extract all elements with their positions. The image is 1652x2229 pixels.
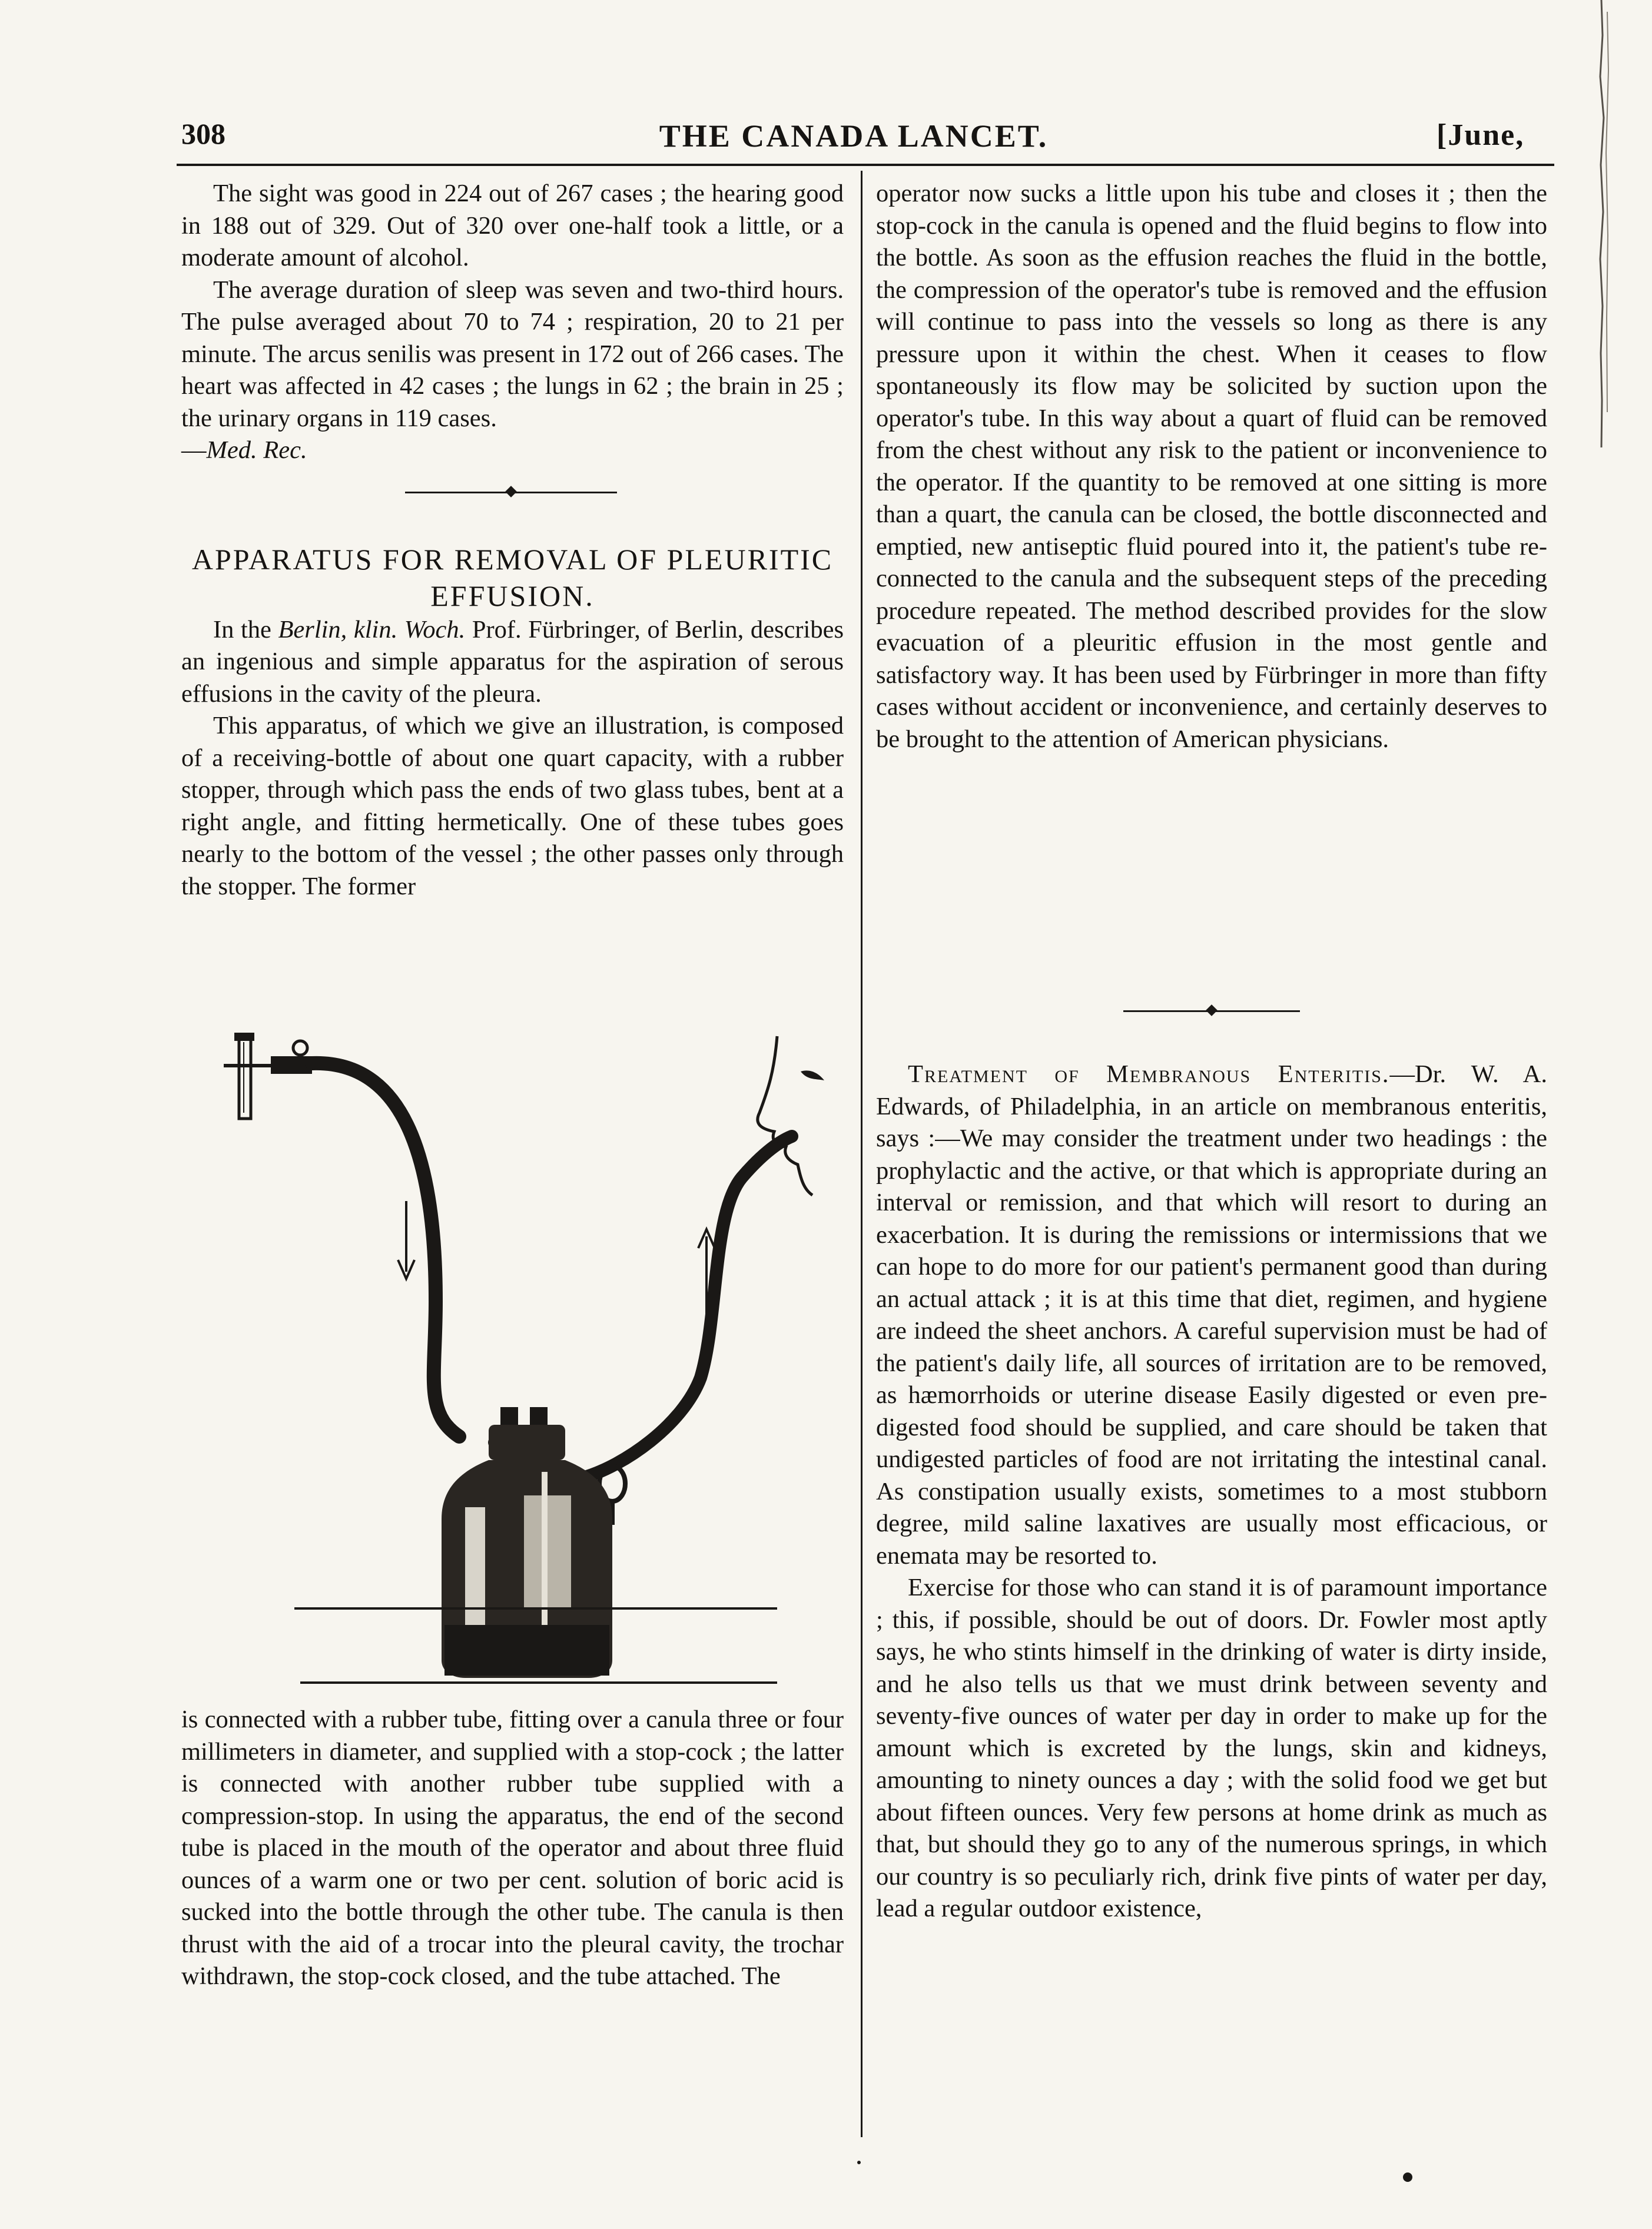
right-column-top (876, 178, 1547, 755)
p1-start: In the (213, 615, 278, 644)
header-rule (177, 164, 1554, 166)
apparatus-illustration (212, 1024, 848, 1690)
ink-speck (857, 2161, 861, 2164)
section-ornament (405, 476, 617, 508)
paragraph-sight: The sight was good in 224 out of 267 cases ; the hearing good in 188 out of 329. Out of 320 over one-half took a little, or a moderate amount of alcohol. (181, 180, 844, 271)
article-heading: APPARATUS FOR REMOVAL OF PLEURITIC EFFUSION. (191, 542, 834, 612)
article-paragraph-1 (181, 614, 844, 711)
issue-month: [June, (1437, 118, 1525, 152)
apparatus-drawing (212, 1024, 848, 1690)
left-column-bottom (181, 1704, 844, 1993)
canula-stopcock (224, 1033, 312, 1119)
flow-arrow-down (398, 1201, 414, 1279)
sleep-text: The average duration of sleep was seven and two-third hours. The pulse averaged about 70 to 74 ; respiration, 20 to 21 per minute. The arcus senilis was present in 172 out of 266 cases. The heart was affected in 42 cases ; the lungs in 62 ; the brain in 25 ; the urinary organs in 119 cases. (181, 276, 844, 432)
operator-face (758, 1036, 812, 1195)
paragraph-sleep (181, 274, 844, 467)
receiving-bottle (442, 1407, 612, 1678)
enteritis-title: Treatment of Membranous Enteritis. (908, 1060, 1390, 1088)
source-med-rec: Med. Rec. (206, 436, 307, 464)
operator-eye (801, 1070, 824, 1080)
rubber-tube-patient (312, 1063, 459, 1437)
enteritis-paragraph-1 (876, 1059, 1547, 1572)
article-paragraph-2-continued: is connected with a rubber tube, fitting over a canula three or four millimeters in diameter, and supplied with a stop-cock ; the latter is connected with another rubber tube supplied with a compression-stop. In using the apparatus, the end of the second tube is placed in the mouth of the operator and about three fluid ounces of a warm one or two per cent. solution of boric acid is sucked into the bottle through the other tube. The canula is then thrust with the aid of a trocar into the pleural cavity, the trochar withdrawn, the stop-cock closed, and the tube attached. The (181, 1706, 844, 1990)
left-column-top (181, 178, 844, 903)
article-paragraph-3: operator now sucks a little upon his tube and closes it ; then the stop-cock in the canula is opened and the fluid begins to flow into the bottle. As soon as the effusion reaches the fluid in the bottle, the compression of the operator's tube is removed and the effusion will continue to pass into the vessels so long as there is any pressure upon it within the chest. When it ceases to flow spontaneously its flow may be solicited by suction upon the operator's tube. In this way about a quart of fluid can be removed from the chest without any risk to the patient or inconvenience to the operator. If the quantity to be removed at one sitting is more than a quart, the canula can be closed, the bottle disconnected and emptied, new antiseptic fluid poured into it, the patient's tube re-connected to the canula and the subsequent steps of the preceding procedure repeated. The method described provides for the slow evacuation of a pleuritic effusion in the most gentle and satisfactory way. It has been used by Fürbringer in more than fifty cases without accident or inconvenience, and certainly deserves to be brought to the attention of American physicians. (876, 180, 1547, 753)
column-divider (861, 171, 863, 2137)
p1-source: Berlin, klin. Woch. (278, 615, 466, 644)
p1-rest: Prof. Fürbringer, of Berlin, describes an ingenious and simple apparatus for the aspiration of serous effusions in the cavity of the pleura. (181, 615, 844, 708)
journal-title: THE CANADA LANCET. (659, 118, 1049, 154)
right-column-bottom (876, 995, 1547, 1925)
binding-edge-mark (1590, 0, 1613, 447)
article-paragraph-2: This apparatus, of which we give an illustration, is composed of a receiving-bottle of about one quart capacity, with a rubber stopper, through which pass the ends of two glass tubes, bent at a right angle, and fitting hermetically. One of these tubes goes nearly to the bottom of the vessel ; the other passes only through the stopper. The former (181, 712, 844, 900)
enteritis-paragraph-2: Exercise for those who can stand it is of paramount importance ; this, if possible, should be out of doors. Dr. Fowler most aptly says, he who stints himself in the drinking of water is dirty inside, and he also tells us that we must drink between seventy and seventy-five ounces of water per day in order to make up for the amount which is excreted by the lungs, skin and kidneys, amounting to ninety ounces a day ; with the solid food we get but about fifteen ounces. Very few persons at home drink as much as that, but should they go to any of the numerous springs, in which our country is so peculiarly rich, drink five pints of water per day, lead a regular outdoor existence, (876, 1574, 1547, 1922)
enteritis-text: —Dr. W. A. Edwards, of Philadelphia, in an article on membranous enteritis, says :—We may consider the treatment under two headings : the prophylactic and the active, or that which is appropriate during an interval or remission, and that which will resort to during an exacerbation. It is during the remissions or intermissions that we can hope to do more for our patient's permanent good than during an actual attack ; it is at this time that diet, regimen, and hygiene are indeed the sheet anchors. A careful supervision must be had of the patient's daily life, all sources of irritation are to be removed, as hæmorrhoids or uterine disease Easily digested or even pre-digested food should be supplied, and care should be taken that undigested particles of food are not irritating the intestinal canal. As constipation usually exists, sometimes to a most stubborn degree, mild saline laxatives are usually most efficacious, or enemata may be resorted to. (876, 1060, 1548, 1570)
page-number: 308 (181, 117, 225, 150)
source-dash: — (181, 436, 207, 464)
section-ornament-2 (1123, 995, 1300, 1027)
ink-spot (1403, 2172, 1412, 2182)
